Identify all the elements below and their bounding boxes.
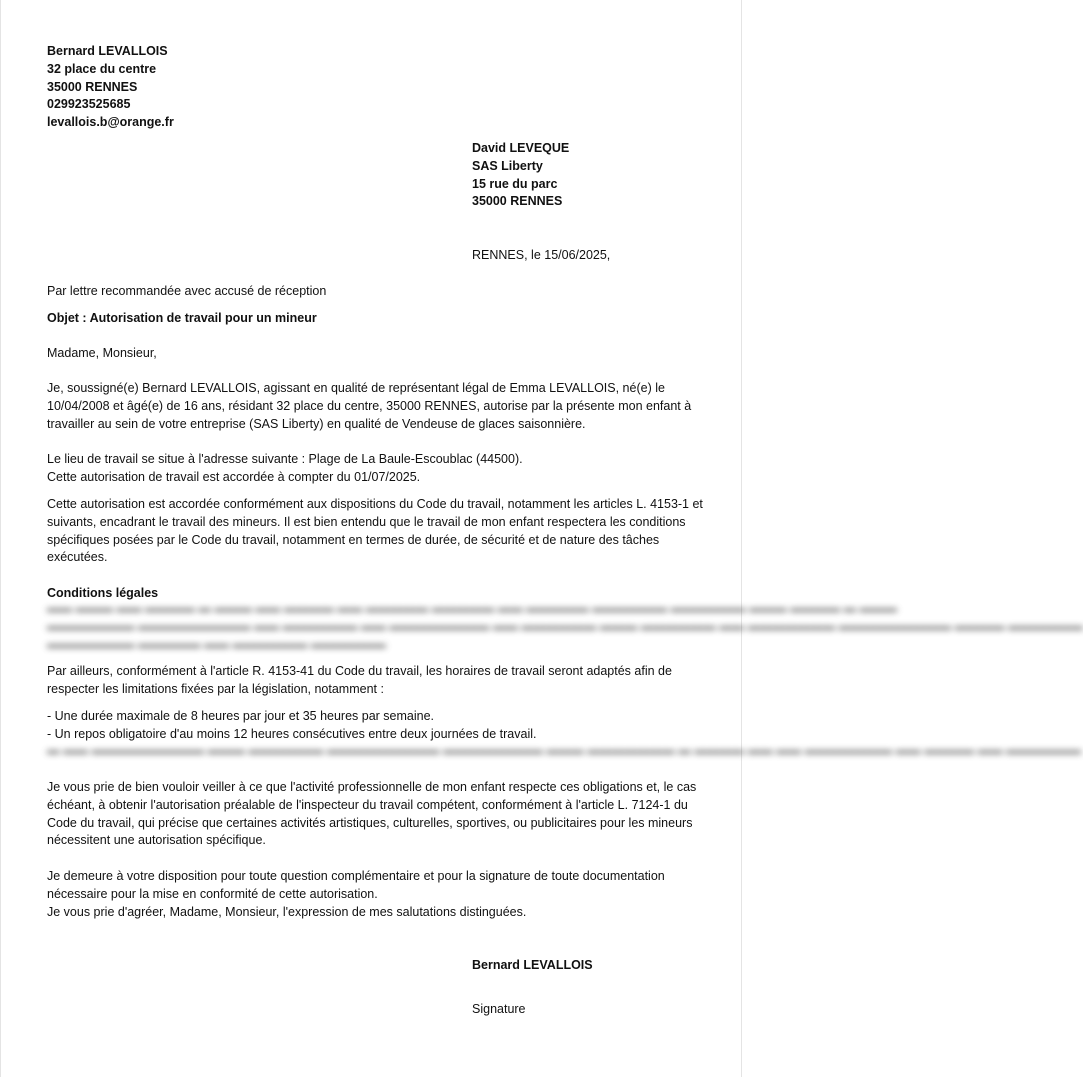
paragraph-line: spécifiques posées par le Code du travail, notamment en termes de durée, de sécurité et de nature des tâches <box>47 532 660 547</box>
paragraph-line: Cette autorisation de travail est accordée à compter du 01/07/2025. <box>47 469 421 484</box>
paragraph-line: Code du travail, qui précise que certaines activités artistiques, culturelles, sportives, ou publicitaires pour les mineurs <box>47 815 693 830</box>
paragraph-authorization <box>47 380 707 433</box>
limitations-list <box>47 708 536 744</box>
paragraph-line: Je, soussigné(e) Bernard LEVALLOIS, agissant en qualité de représentant légal de Emma LEVALLOIS, né(e) le <box>47 381 665 395</box>
paragraph-line: nécessaire pour la mise en conformité de cette autorisation. <box>47 886 378 901</box>
paragraph-inspector <box>47 779 707 850</box>
paragraph-line: respecter les limitations fixées par la législation, notamment : <box>47 681 384 696</box>
paragraph-line: nécessitent une autorisation spécifique. <box>47 833 266 848</box>
conditions-heading: Conditions légales <box>47 586 159 600</box>
blurred-list-item: ▬ ▬▬ ▬▬▬▬▬▬▬▬▬ ▬▬▬ ▬▬▬▬▬▬ ▬▬▬▬▬▬▬▬▬ ▬▬▬▬▬▬▬▬ ▬▬▬ ▬▬▬▬▬▬▬ ▬ ▬▬▬▬ ▬▬ ▬▬ ▬▬▬▬▬▬▬ ▬▬ ▬▬▬▬ ▬▬ ▬▬▬▬▬▬ <box>47 743 1082 757</box>
sender-address: 32 place du centre <box>47 61 157 76</box>
paragraph-line: Je demeure à votre disposition pour toute question complémentaire et pour la signature de toute documentation <box>47 869 665 883</box>
recipient-city: 35000 RENNES <box>472 194 563 209</box>
recipient-block <box>472 140 569 211</box>
signature-label: Signature <box>472 1002 526 1016</box>
paragraph-line: travailler au sein de votre entreprise (SAS Liberty) en qualité de Vendeuse de glaces saisonnière. <box>47 416 586 431</box>
recipient-name: David LEVEQUE <box>472 141 570 155</box>
paragraph-line: exécutées. <box>47 550 108 565</box>
sender-email: levallois.b@orange.fr <box>47 115 174 130</box>
subject-line: Objet : Autorisation de travail pour un mineur <box>47 311 317 325</box>
blurred-text-block: ▬▬ ▬▬▬ ▬▬ ▬▬▬▬ ▬ ▬▬▬ ▬▬ ▬▬▬▬ ▬▬ ▬▬▬▬▬ ▬▬▬▬▬ ▬▬ ▬▬▬▬▬ ▬▬▬▬▬▬ ▬▬▬▬▬▬ ▬▬▬ ▬▬▬▬ ▬ ▬▬▬ ▬▬▬▬▬▬▬ ▬▬▬▬▬▬▬▬▬ ▬▬ ▬▬▬▬▬▬ ▬▬ ▬▬▬▬▬▬▬▬ ▬▬ ▬▬▬▬▬▬ ▬▬▬ ▬▬▬▬▬▬ ▬▬ ▬▬▬▬▬▬▬ ▬▬▬▬▬▬▬▬▬ ▬▬▬▬ ▬▬▬▬▬▬ ▬▬▬▬▬▬▬ ▬▬▬▬▬ ▬▬ ▬▬▬▬▬▬ ▬▬▬▬▬▬ <box>47 601 1083 651</box>
signer-name: Bernard LEVALLOIS <box>472 958 593 972</box>
sender-name: Bernard LEVALLOIS <box>47 44 168 58</box>
sender-block <box>47 43 174 132</box>
list-item: - Une durée maximale de 8 heures par jour et 35 heures par semaine. <box>47 709 435 723</box>
paragraph-legal-basis <box>47 496 707 567</box>
sender-city: 35000 RENNES <box>47 79 138 94</box>
paragraph-line: Le lieu de travail se situe à l'adresse suivante : Plage de La Baule-Escoublac (44500). <box>47 452 523 466</box>
recipient-company: SAS Liberty <box>472 158 543 173</box>
paragraph-line: Par ailleurs, conformément à l'article R. 4153-41 du Code du travail, les horaires de travail seront adaptés afin de <box>47 664 672 678</box>
paragraph-location <box>47 451 707 487</box>
paragraph-line: Je vous prie d'agréer, Madame, Monsieur, l'expression de mes salutations distinguées. <box>47 904 527 919</box>
paragraph-closing <box>47 868 707 921</box>
paragraph-line: Je vous prie de bien vouloir veiller à ce que l'activité professionnelle de mon enfant respecte ces obligations et, le cas <box>47 780 697 794</box>
sender-phone: 029923525685 <box>47 97 131 112</box>
paragraph-line: Cette autorisation est accordée conformément aux dispositions du Code du travail, notamment les articles L. 4153-1 et <box>47 497 703 511</box>
paragraph-line: 10/04/2008 et âgé(e) de 16 ans, résidant 32 place du centre, 35000 RENNES, autorise par la présente mon enfant à <box>47 398 692 413</box>
paragraph-line: suivants, encadrant le travail des mineurs. Il est bien entendu que le travail de mon enfant respectera les conditions <box>47 514 686 529</box>
list-item: - Un repos obligatoire d'au moins 12 heures consécutives entre deux journées de travail. <box>47 726 537 741</box>
recipient-address: 15 rue du parc <box>472 176 558 191</box>
date-line: RENNES, le 15/06/2025, <box>472 248 611 262</box>
delivery-mode: Par lettre recommandée avec accusé de réception <box>47 284 327 298</box>
paragraph-line: échéant, à obtenir l'autorisation préalable de l'inspecteur du travail compétent, conformément à l'article L. 7124-1 du <box>47 797 688 812</box>
paragraph-working-hours <box>47 663 707 699</box>
salutation: Madame, Monsieur, <box>47 346 157 360</box>
